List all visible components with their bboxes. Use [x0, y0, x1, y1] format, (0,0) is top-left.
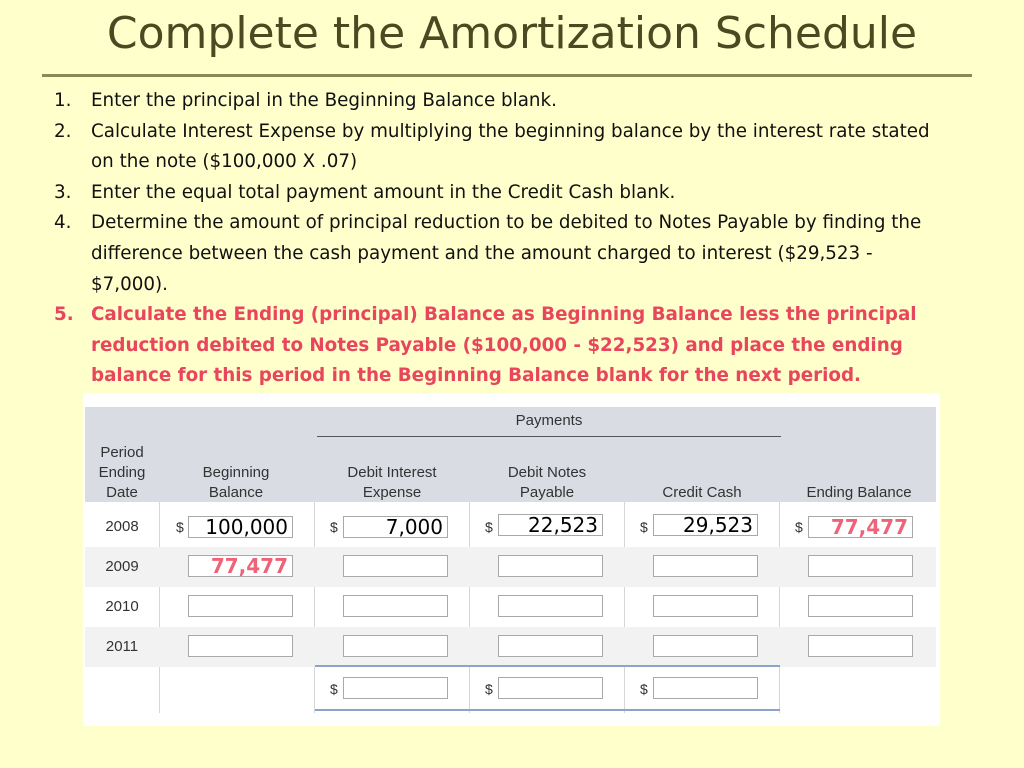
header-period-line: Date [106, 484, 138, 501]
step-2 [54, 117, 954, 178]
dollar-sign: $ [640, 681, 648, 697]
step-text: Enter the principal in the Beginning Balance blank. [91, 90, 557, 111]
dollar-sign: $ [485, 519, 493, 535]
beginning-balance-input[interactable] [188, 595, 293, 617]
header-line: Debit Interest [347, 464, 437, 481]
row-year: 2009 [105, 558, 139, 575]
totals-rule [470, 665, 625, 667]
header-line: Beginning [202, 464, 270, 481]
notes-payable-input[interactable] [498, 595, 603, 617]
table-header [85, 407, 936, 502]
step-number: 4. [54, 212, 72, 234]
dollar-sign: $ [330, 519, 338, 535]
step-text: Determine the amount of principal reduction to be debited to Notes Payable by finding the difference between the cash payment and the amount charged to interest ($29,523 - $7,000). [91, 212, 922, 295]
step-text: Enter the equal total payment amount in the Credit Cash blank. [91, 181, 676, 203]
ending-balance-input[interactable]: 77,477 [808, 516, 913, 538]
header-debit-notes [472, 463, 622, 503]
ending-balance-input[interactable] [808, 555, 913, 577]
header-ending-balance: Ending Balance [806, 484, 912, 501]
header-debit-interest [317, 463, 467, 503]
credit-cash-input[interactable]: 29,523 [653, 514, 758, 536]
step-3 [54, 178, 954, 209]
step-1 [54, 86, 954, 117]
step-5-highlighted [54, 300, 954, 392]
ending-balance-input[interactable] [808, 635, 913, 657]
ending-balance-input[interactable] [808, 595, 913, 617]
header-line: Balance [208, 484, 264, 501]
step-number: 2. [54, 120, 72, 142]
interest-expense-input[interactable] [343, 555, 448, 577]
totals-rule [625, 665, 780, 667]
notes-payable-input[interactable] [498, 555, 603, 577]
table-row-totals [85, 669, 936, 709]
notes-payable-input[interactable] [498, 635, 603, 657]
header-period-line: Period [100, 444, 144, 461]
double-underline [315, 709, 780, 711]
beginning-balance-input[interactable]: 77,477 [188, 555, 293, 577]
credit-cash-input[interactable] [653, 595, 758, 617]
dollar-sign: $ [640, 519, 648, 535]
beginning-balance-input[interactable]: 100,000 [188, 516, 293, 538]
dollar-sign: $ [795, 519, 803, 535]
step-number: 1. [54, 90, 72, 111]
row-year: 2008 [105, 518, 139, 535]
title-divider [42, 74, 972, 77]
table-row-2010 [85, 587, 936, 627]
header-line: Expense [362, 484, 422, 501]
dollar-sign: $ [176, 519, 184, 535]
step-number: 5. [54, 304, 74, 326]
header-line: Debit Notes [507, 464, 587, 481]
total-cash-input[interactable] [653, 677, 758, 699]
header-credit-cash: Credit Cash [662, 484, 742, 501]
payments-underline [317, 436, 781, 437]
step-number: 3. [54, 181, 72, 203]
table-row-2011 [85, 627, 936, 667]
header-payments: Payments [515, 412, 583, 429]
totals-rule [315, 665, 470, 667]
total-interest-input[interactable] [343, 677, 448, 699]
dollar-sign: $ [330, 681, 338, 697]
table-row-2008 [85, 507, 936, 547]
total-notes-input[interactable] [498, 677, 603, 699]
instruction-list [54, 86, 954, 392]
amortization-table [83, 393, 940, 726]
header-period-line: Ending [98, 464, 146, 481]
table-row-2009 [85, 547, 936, 587]
step-text: Calculate the Ending (principal) Balance as Beginning Balance less the principal reduction debited to Notes Payable ($100,000 - $22,523) and place the ending balance for this period in the Beginning Balance blank for the next period. [91, 304, 917, 387]
step-text: Calculate Interest Expense by multiplying the beginning balance by the interest rate stated on the note ($100,000 X .07) [91, 120, 930, 173]
dollar-sign: $ [485, 681, 493, 697]
header-line: Payable [519, 484, 575, 501]
header-period [85, 443, 159, 503]
row-year: 2010 [105, 598, 139, 615]
row-year: 2011 [105, 638, 139, 655]
interest-expense-input[interactable] [343, 595, 448, 617]
slide-title: Complete the Amortization Schedule [106, 8, 918, 59]
credit-cash-input[interactable] [653, 635, 758, 657]
credit-cash-input[interactable] [653, 555, 758, 577]
interest-expense-input[interactable]: 7,000 [343, 516, 448, 538]
beginning-balance-input[interactable] [188, 635, 293, 657]
interest-expense-input[interactable] [343, 635, 448, 657]
header-beginning-balance [161, 463, 311, 503]
notes-payable-input[interactable]: 22,523 [498, 514, 603, 536]
step-4 [54, 208, 954, 300]
